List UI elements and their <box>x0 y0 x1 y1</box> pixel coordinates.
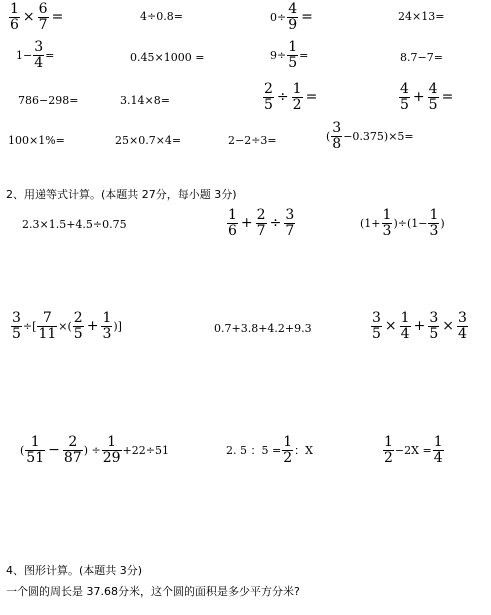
fraction: $\frac{4}{9}$ <box>288 1 298 33</box>
fraction: $\frac{1}{2}$ <box>283 434 293 466</box>
fraction: $\frac{4}{5}$ <box>428 81 438 113</box>
fraction: $\frac{1}{3}$ <box>102 310 112 342</box>
calc-1-4: 24×13= <box>398 10 445 23</box>
fraction: $\frac{1}{4}$ <box>433 434 443 466</box>
calc-3-2: 3.14×8= <box>120 94 170 107</box>
step-calc-9: $\frac{1}{2}$ −2X = $\frac{1}{4}$ <box>384 434 443 466</box>
fraction: $\frac{1}{3}$ <box>429 207 439 239</box>
fraction: $\frac{1}{2}$ <box>384 434 393 466</box>
fraction: $\frac{3}{5}$ <box>429 310 439 342</box>
step-calc-4: $\frac{3}{5}$ ÷[ $\frac{7}{11}$ ×( $\frac{2}{5}$ + $\frac{1}{3}$ )] <box>12 310 122 342</box>
fraction: $\frac{1}{3}$ <box>382 207 392 239</box>
section-4-heading: 4、图形计算。(本题共 3分) <box>6 564 143 577</box>
fraction: $\frac{2}{7}$ <box>256 207 266 239</box>
fraction: $\frac{3}{8}$ <box>332 120 342 152</box>
fraction: $\frac{6}{7}$ <box>38 1 48 33</box>
calc-3-1: 786−298= <box>18 94 79 107</box>
section-4-question: 一个圆的周长是 37.68分米，这个圆的面积是多少平方分米? <box>6 585 300 598</box>
calc-3-4: $\frac{4}{5}$ + $\frac{4}{5}$ = <box>400 81 454 113</box>
fraction: $\frac{2}{5}$ <box>73 310 83 342</box>
step-calc-8: 2. 5 ：5 = $\frac{1}{2}$ ：X <box>226 434 313 466</box>
calc-4-1: 100×1%= <box>8 134 65 147</box>
section-2-heading: 2、用递等式计算。(本题共 27分，每小题 3分) <box>6 188 237 201</box>
calc-4-4: ( $\frac{3}{8}$ −0.375)×5= <box>326 120 414 152</box>
fraction: $\frac{4}{5}$ <box>400 81 409 113</box>
step-calc-5: 0.7+3.8+4.2+9.3 <box>214 322 312 335</box>
fraction: $\frac{1}{4}$ <box>400 310 410 342</box>
step-calc-2: $\frac{1}{6}$ + $\frac{2}{7}$ ÷ $\frac{3}{7}$ <box>228 207 295 239</box>
calc-4-2: 25×0.7×4= <box>115 134 182 147</box>
calc-4-3: 2−2÷3= <box>228 134 277 147</box>
calc-1-3: 0÷ $\frac{4}{9}$ = <box>270 1 313 33</box>
calc-2-2: 0.45×1000 = <box>130 51 205 64</box>
fraction: $\frac{2}{5}$ <box>264 81 273 113</box>
calc-1-2: 4÷0.8= <box>140 10 183 23</box>
calc-2-3: 9÷ $\frac{1}{5}$ = <box>270 39 309 71</box>
fraction: $\frac{3}{4}$ <box>34 39 44 71</box>
fraction: $\frac{1}{2}$ <box>292 81 302 113</box>
calc-3-3: $\frac{2}{5}$ ÷ $\frac{1}{2}$ = <box>264 81 318 113</box>
fraction: $\frac{1}{6}$ <box>228 207 237 239</box>
step-calc-3: (1+ $\frac{1}{3}$ )÷(1− $\frac{1}{3}$ ) <box>360 207 445 239</box>
step-calc-1: 2.3×1.5+4.5÷0.75 <box>22 218 127 231</box>
fraction: $\frac{1}{6}$ <box>10 1 19 33</box>
fraction: $\frac{1}{51}$ <box>26 434 45 466</box>
fraction: $\frac{1}{5}$ <box>288 39 298 71</box>
step-calc-7: ( $\frac{1}{51}$ − $\frac{2}{87}$ ) ÷ $\frac{1}{29}$ +22÷51 <box>20 434 169 466</box>
calc-1-1: $\frac{1}{6}$ × $\frac{6}{7}$ = <box>10 1 64 33</box>
calc-2-1: 1− $\frac{3}{4}$ = <box>16 39 55 71</box>
fraction: $\frac{7}{11}$ <box>38 310 57 342</box>
calc-2-4: 8.7−7= <box>400 51 443 64</box>
step-calc-6: $\frac{3}{5}$ × $\frac{1}{4}$ + $\frac{3}{5}$ × $\frac{3}{4}$ <box>372 310 467 342</box>
fraction: $\frac{3}{5}$ <box>12 310 21 342</box>
fraction: $\frac{3}{7}$ <box>285 207 295 239</box>
fraction: $\frac{3}{5}$ <box>372 310 381 342</box>
fraction: $\frac{1}{29}$ <box>102 434 121 466</box>
fraction: $\frac{2}{87}$ <box>63 434 82 466</box>
fraction: $\frac{3}{4}$ <box>457 310 467 342</box>
